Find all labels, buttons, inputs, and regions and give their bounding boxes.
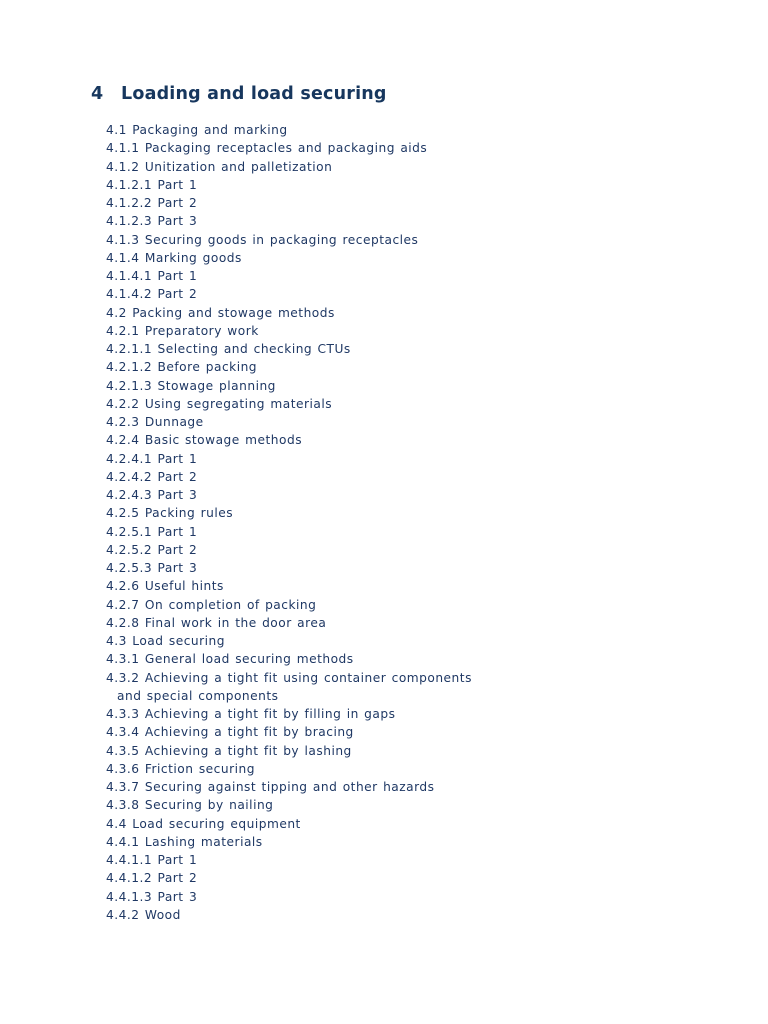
chapter-title: Loading and load securing [121, 84, 387, 104]
chapter-number: 4 [91, 84, 104, 104]
toc-link[interactable]: 4.2.7 On completion of packing [106, 597, 317, 612]
toc-item[interactable] [106, 851, 726, 869]
toc-item[interactable] [106, 377, 726, 395]
toc-item[interactable] [106, 614, 726, 632]
toc-link[interactable]: 4.2.5 Packing rules [106, 506, 234, 521]
toc-link[interactable]: 4.2 Packing and stowage methods [106, 305, 335, 320]
toc-link[interactable]: 4.1.4 Marking goods [106, 250, 242, 265]
toc-item[interactable] [106, 139, 726, 157]
toc-link[interactable]: 4.4.1.2 Part 2 [106, 871, 198, 886]
toc-link[interactable]: 4.2.1.2 Before packing [106, 360, 258, 375]
toc-link[interactable]: 4.1.2.2 Part 2 [106, 196, 198, 210]
toc-link-line2[interactable]: and special components [117, 688, 279, 703]
toc-link[interactable]: 4.3.6 Friction securing [106, 761, 255, 776]
toc-item[interactable] [106, 194, 726, 212]
toc-item[interactable] [106, 395, 726, 413]
toc-item[interactable] [106, 322, 726, 340]
toc-link[interactable]: 4.1.4.1 Part 1 [106, 269, 198, 283]
toc-link[interactable]: 4.2.1.3 Stowage planning [106, 378, 276, 393]
toc-item[interactable] [106, 340, 726, 358]
toc-item[interactable] [106, 486, 726, 504]
toc-item[interactable] [106, 358, 726, 376]
toc-link[interactable]: 4.2.6 Useful hints [106, 579, 224, 594]
toc-item[interactable] [106, 523, 726, 541]
toc-link[interactable]: 4.1.3 Securing goods in packaging receptacles [106, 232, 419, 247]
toc-item[interactable] [106, 760, 726, 778]
toc-item[interactable] [106, 815, 726, 833]
toc-item[interactable] [106, 669, 726, 706]
toc-link[interactable]: 4.3.7 Securing against tipping and other hazards [106, 780, 435, 794]
toc-link[interactable]: 4.1 Packaging and marking [106, 123, 288, 137]
toc-link[interactable]: 4.2.5.3 Part 3 [106, 561, 198, 575]
toc-item[interactable] [106, 249, 726, 267]
toc-item[interactable] [106, 541, 726, 559]
toc-link[interactable]: 4.2.4.1 Part 1 [106, 451, 198, 466]
toc-link[interactable]: 4.2.2 Using segregating materials [106, 396, 333, 411]
toc-link[interactable]: 4.1.4.2 Part 2 [106, 287, 198, 302]
toc-link[interactable]: 4.4.1 Lashing materials [106, 834, 263, 849]
toc-link[interactable]: 4.3 Load securing [106, 634, 225, 648]
toc-link[interactable]: 4.1.2.3 Part 3 [106, 214, 198, 229]
toc-link[interactable]: 4.3.8 Securing by nailing [106, 798, 274, 813]
toc-item[interactable] [106, 778, 726, 796]
toc-link[interactable]: 4.4.1.3 Part 3 [106, 889, 198, 904]
toc-item[interactable] [106, 413, 726, 431]
toc-item[interactable] [106, 231, 726, 249]
toc-link[interactable]: 4.3.4 Achieving a tight fit by bracing [106, 725, 354, 740]
toc-item[interactable] [106, 632, 726, 650]
toc-link[interactable]: 4.2.4 Basic stowage methods [106, 433, 303, 448]
toc-item[interactable] [106, 723, 726, 741]
toc-link[interactable]: 4.2.1.1 Selecting and checking CTUs [106, 342, 351, 356]
toc-link[interactable]: 4.2.1 Preparatory work [106, 323, 259, 338]
toc-link[interactable]: 4.2.3 Dunnage [106, 415, 204, 429]
toc-link[interactable]: 4.1.1 Packaging receptacles and packaging aids [106, 141, 428, 156]
toc-link[interactable]: 4.3.5 Achieving a tight fit by lashing [106, 743, 352, 758]
toc-item[interactable] [106, 577, 726, 595]
toc-item[interactable] [106, 796, 726, 814]
toc-link[interactable]: 4.2.4.2 Part 2 [106, 469, 198, 484]
toc-item[interactable] [106, 267, 726, 285]
toc-item[interactable] [106, 431, 726, 449]
toc-item[interactable] [106, 304, 726, 322]
toc-link[interactable]: 4.3.3 Achieving a tight fit by filling in gaps [106, 707, 396, 721]
toc-item[interactable] [106, 468, 726, 486]
toc-item[interactable] [106, 504, 726, 522]
toc-item[interactable] [106, 559, 726, 577]
toc-item[interactable] [106, 888, 726, 906]
toc-link[interactable]: 4.1.2 Unitization and palletization [106, 159, 333, 174]
toc-item[interactable] [106, 121, 726, 139]
toc-link[interactable]: 4.4.1.1 Part 1 [106, 853, 198, 867]
toc-item[interactable] [106, 650, 726, 668]
table-of-contents [106, 121, 726, 924]
toc-link[interactable] [106, 671, 726, 706]
toc-link-line1[interactable]: 4.3.2 Achieving a tight fit using container components [106, 670, 472, 685]
toc-link[interactable]: 4.4 Load securing equipment [106, 816, 301, 831]
toc-item[interactable] [106, 705, 726, 723]
chapter-heading [91, 84, 387, 104]
toc-link[interactable]: 4.2.8 Final work in the door area [106, 615, 327, 630]
toc-item[interactable] [106, 906, 726, 924]
toc-link[interactable]: 4.2.5.1 Part 1 [106, 524, 198, 539]
toc-item[interactable] [106, 158, 726, 176]
toc-item[interactable] [106, 450, 726, 468]
toc-item[interactable] [106, 833, 726, 851]
toc-link[interactable]: 4.2.4.3 Part 3 [106, 488, 198, 502]
toc-item[interactable] [106, 742, 726, 760]
toc-item[interactable] [106, 176, 726, 194]
toc-link[interactable]: 4.1.2.1 Part 1 [106, 177, 198, 192]
toc-item[interactable] [106, 212, 726, 230]
toc-link[interactable]: 4.3.1 General load securing methods [106, 652, 354, 667]
toc-link[interactable]: 4.4.2 Wood [106, 907, 181, 922]
toc-link[interactable]: 4.2.5.2 Part 2 [106, 542, 198, 557]
toc-item[interactable] [106, 869, 726, 887]
toc-item[interactable] [106, 285, 726, 303]
toc-item[interactable] [106, 596, 726, 614]
